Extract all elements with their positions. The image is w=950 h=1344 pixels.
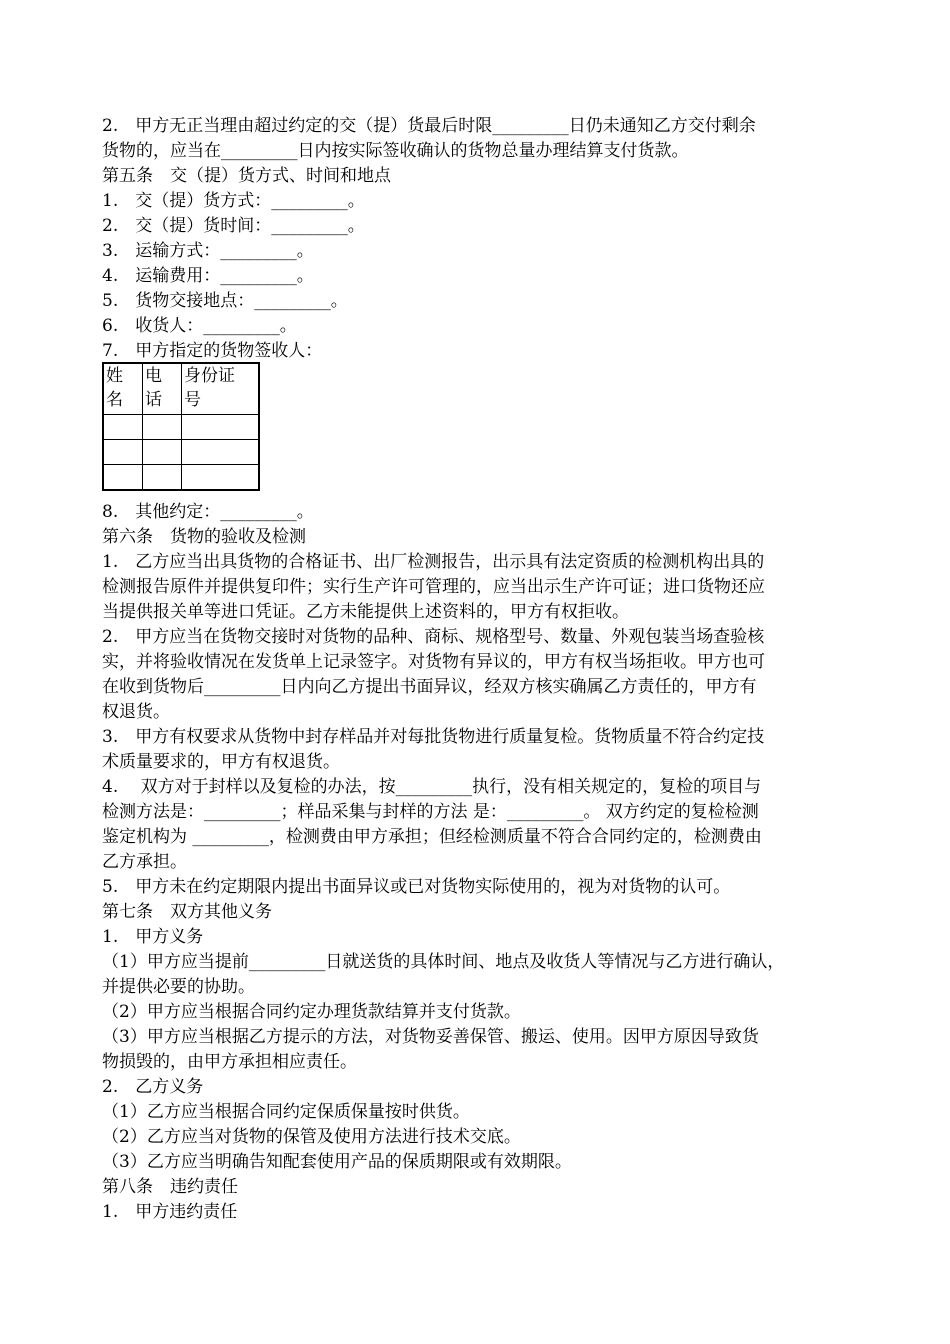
table-cell[interactable]	[103, 440, 143, 465]
clause-line: （1）乙方应当根据合同约定保质保量按时供货。	[102, 1102, 470, 1122]
clause-line: 1. 乙方应当出具货物的合格证书、出厂检测报告，出示具有法定资质的检测机构出具的	[102, 552, 765, 572]
clause-line: 8. 其他约定：_________。	[102, 502, 314, 522]
table-row	[103, 440, 259, 465]
table-cell[interactable]	[182, 465, 260, 491]
header-cell-phone	[143, 363, 182, 415]
header-cell-id-number	[182, 363, 260, 415]
header-text: 话	[145, 390, 162, 410]
table-cell[interactable]	[143, 415, 182, 440]
clause-line: 3. 甲方有权要求从货物中封存样品并对每批货物进行质量复检。货物质量不符合约定技	[102, 727, 765, 747]
table-cell[interactable]	[143, 465, 182, 491]
clause-line: （2）甲方应当根据合同约定办理货款结算并支付货款。	[102, 1002, 521, 1022]
clause-line: 并提供必要的协助。	[102, 977, 255, 997]
clause-line: 2. 甲方无正当理由超过约定的交（提）货最后时限_________日仍未通知乙方交付剩余	[102, 116, 756, 136]
header-text: 电	[145, 366, 162, 386]
header-text: 号	[184, 390, 201, 410]
signer-table-header-row	[103, 363, 259, 415]
clause-line: 在收到货物后_________日内向乙方提出书面异议，经双方核实确属乙方责任的，甲方有	[102, 677, 757, 697]
text-block-bottom	[102, 500, 862, 1225]
header-text: 身份证	[184, 366, 235, 386]
clause-line: 物损毁的，由甲方承担相应责任。	[102, 1052, 357, 1072]
clause-line: 检测方法是：_________；样品采集与封样的方法 是：_________。 双方约定的复检检测	[102, 802, 759, 822]
signer-table	[102, 362, 260, 491]
clause-line: 4. 双方对于封样以及复检的办法，按_________执行，没有相关规定的，复检的项目与	[102, 777, 762, 797]
section-heading-7: 第七条 双方其他义务	[102, 902, 272, 922]
clause-line: 7. 甲方指定的货物签收人：	[102, 341, 323, 361]
table-cell[interactable]	[103, 465, 143, 491]
clause-line: 1. 甲方义务	[102, 927, 204, 947]
table-cell[interactable]	[182, 415, 260, 440]
clause-line: （2）乙方应当对货物的保管及使用方法进行技术交底。	[102, 1127, 521, 1147]
clause-line: 实，并将验收情况在发货单上记录签字。对货物有异议的，甲方有权当场拒收。甲方也可	[102, 652, 765, 672]
clause-line: 权退货。	[102, 702, 170, 722]
clause-line: 5. 货物交接地点：_________。	[102, 291, 348, 311]
text-block-top	[102, 114, 862, 364]
header-text: 姓	[106, 366, 123, 386]
table-row	[103, 465, 259, 491]
section-heading-5: 第五条 交（提）货方式、时间和地点	[102, 166, 391, 186]
clause-line: （3）甲方应当根据乙方提示的方法，对货物妥善保管、搬运、使用。因甲方原因导致货	[102, 1027, 759, 1047]
table-cell[interactable]	[103, 415, 143, 440]
clause-line: 1. 甲方违约责任	[102, 1202, 238, 1222]
clause-line: 鉴定机构为 _________，检测费由甲方承担；但经检测质量不符合合同约定的，检测费由	[102, 827, 762, 847]
table-cell[interactable]	[182, 440, 260, 465]
clause-line: （3）乙方应当明确告知配套使用产品的保质期限或有效期限。	[102, 1152, 572, 1172]
clause-line: 术质量要求的，甲方有权退货。	[102, 752, 340, 772]
clause-line: 2. 乙方义务	[102, 1077, 204, 1097]
section-heading-8: 第八条 违约责任	[102, 1177, 238, 1197]
clause-line: 2. 甲方应当在货物交接时对货物的品种、商标、规格型号、数量、外观包装当场查验核	[102, 627, 765, 647]
header-text: 名	[106, 390, 123, 410]
section-heading-6: 第六条 货物的验收及检测	[102, 527, 306, 547]
clause-line: 1. 交（提）货方式：_________。	[102, 191, 365, 211]
clause-line: 4. 运输费用：_________。	[102, 266, 314, 286]
header-cell-name	[103, 363, 143, 415]
clause-line: （1）甲方应当提前_________日就送货的具体时间、地点及收货人等情况与乙方进行确认，	[102, 952, 785, 972]
clause-line: 5. 甲方未在约定期限内提出书面异议或已对货物实际使用的，视为对货物的认可。	[102, 877, 731, 897]
clause-line: 当提供报关单等进口凭证。乙方未能提供上述资料的，甲方有权拒收。	[102, 602, 629, 622]
clause-line: 3. 运输方式：_________。	[102, 241, 314, 261]
clause-line: 6. 收货人：_________。	[102, 316, 297, 336]
clause-line: 检测报告原件并提供复印件；实行生产许可管理的，应当出示生产许可证；进口货物还应	[102, 577, 765, 597]
table-cell[interactable]	[143, 440, 182, 465]
clause-line: 货物的，应当在_________日内按实际签收确认的货物总量办理结算支付货款。	[102, 141, 689, 161]
clause-line: 乙方承担。	[102, 852, 187, 872]
table-row	[103, 415, 259, 440]
clause-line: 2. 交（提）货时间：_________。	[102, 216, 365, 236]
